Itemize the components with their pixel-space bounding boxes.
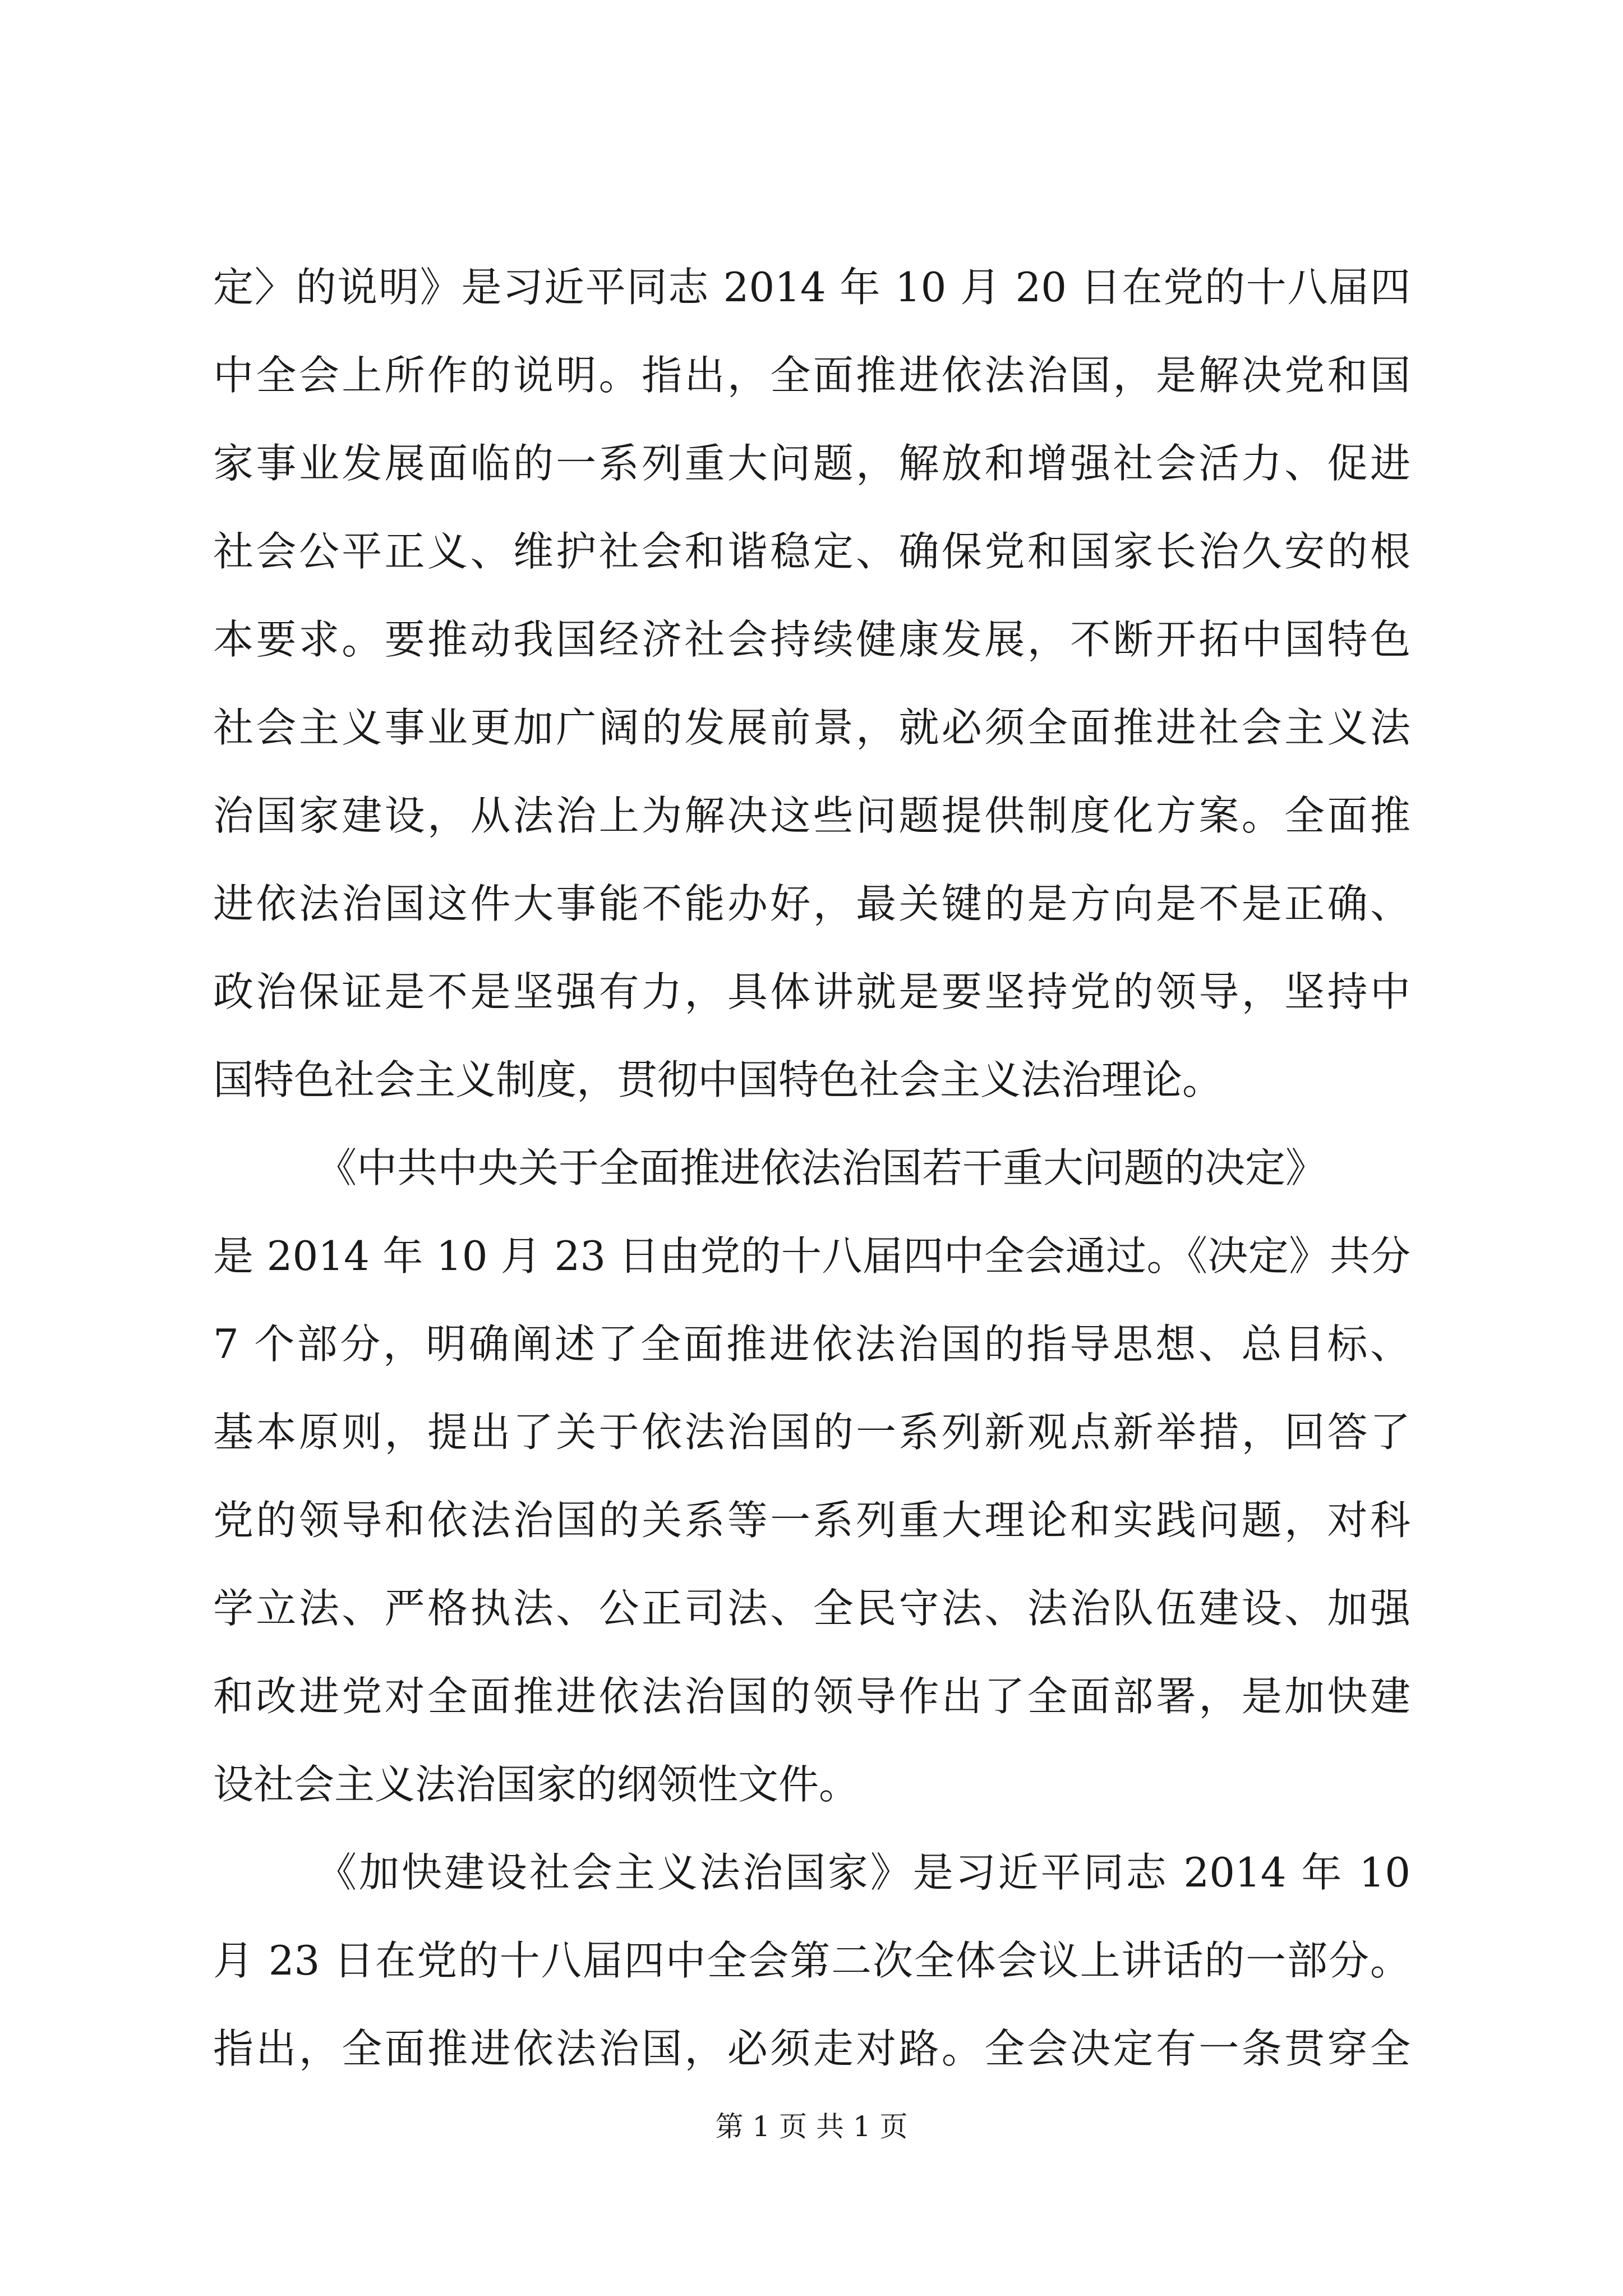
text-line: 7 个部分，明确阐述了全面推进依法治国的指导思想、总目标、 [213,1320,1410,1368]
text-line: 社会主义事业更加广阔的发展前景，就必须全面推进社会主义法 [213,704,1410,751]
text-line: 设社会主义法治国家的纲领性文件。 [213,1761,860,1808]
text-line: 家事业发展面临的一系列重大问题，解放和增强社会活力、促进 [213,440,1410,487]
text-line: 基本原则，提出了关于依法治国的一系列新观点新举措，回答了 [213,1409,1410,1456]
text-line: 进依法治国这件大事能不能办好，最关键的是方向是不是正确、 [213,880,1410,927]
text-line: 本要求。要推动我国经济社会持续健康发展，不断开拓中国特色 [213,616,1410,663]
text-line: 指出，全面推进依法治国，必须走对路。全会决定有一条贯穿全 [213,2025,1410,2072]
text-line: 社会公平正义、维护社会和谐稳定、确保党和国家长治久安的根 [213,528,1410,575]
page-number-footer: 第 1 页 共 1 页 [715,2110,908,2143]
text-line: 定〉的说明》是习近平同志 2014 年 10 月 20 日在党的十八届四 [213,264,1410,311]
text-line: 中全会上所作的说明。指出，全面推进依法治国，是解决党和国 [213,352,1410,399]
text-line: 《中共中央关于全面推进依法治国若干重大问题的决定》 [316,1144,1326,1191]
text-line: 治国家建设，从法治上为解决这些问题提供制度化方案。全面推 [213,792,1410,839]
text-line: 月 23 日在党的十八届四中全会第二次全体会议上讲话的一部分。 [213,1937,1410,1984]
text-line: 学立法、严格执法、公正司法、全民守法、法治队伍建设、加强 [213,1585,1410,1632]
text-line: 和改进党对全面推进依法治国的领导作出了全面部署，是加快建 [213,1673,1410,1720]
text-line: 《加快建设社会主义法治国家》是习近平同志 2014 年 10 [316,1849,1410,1896]
text-line: 是 2014 年 10 月 23 日由党的十八届四中全会通过。《决定》共分 [213,1232,1410,1280]
text-line: 党的领导和依法治国的关系等一系列重大理论和实践问题，对科 [213,1497,1410,1544]
text-line: 国特色社会主义制度，贯彻中国特色社会主义法治理论。 [213,1056,1223,1103]
text-line: 政治保证是不是坚强有力，具体讲就是要坚持党的领导，坚持中 [213,968,1410,1015]
